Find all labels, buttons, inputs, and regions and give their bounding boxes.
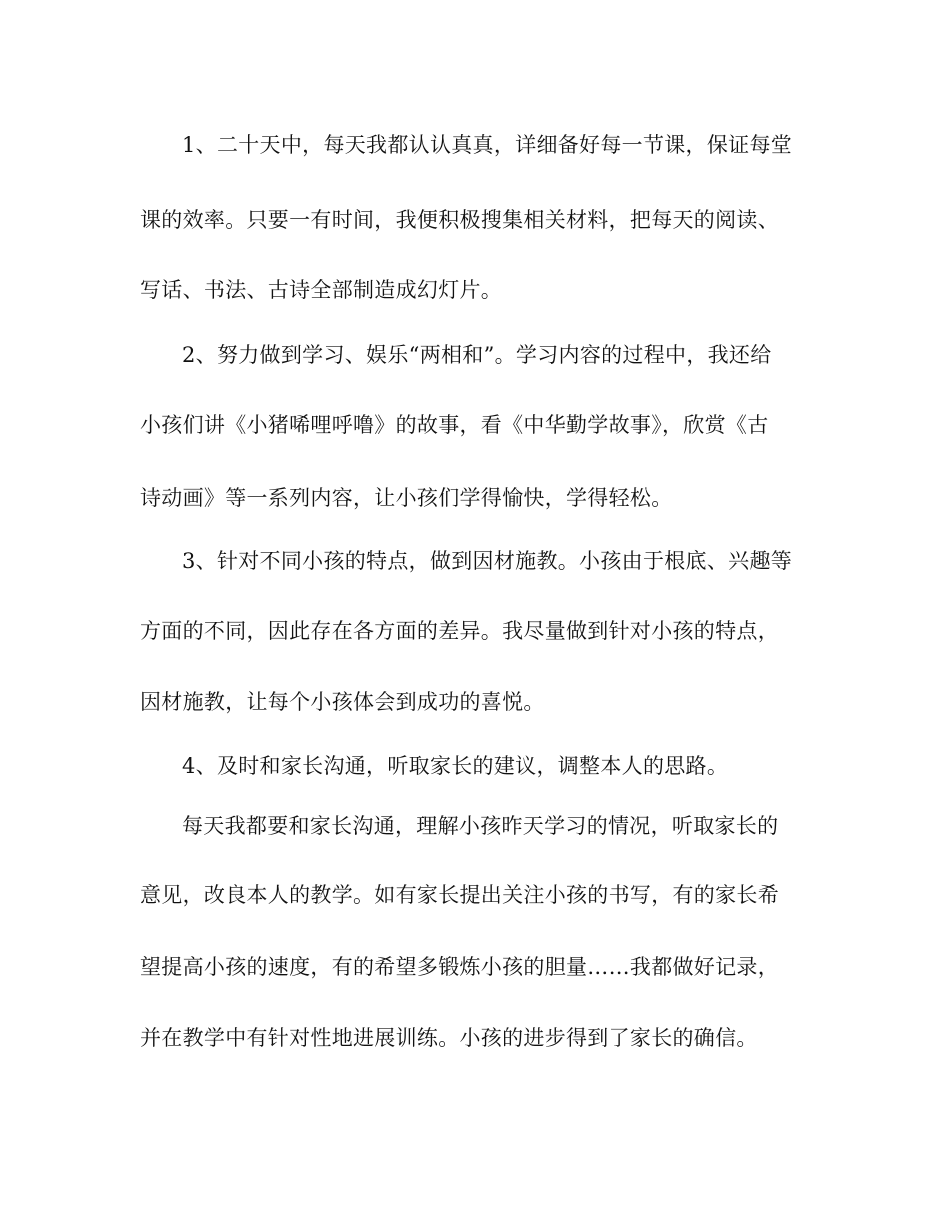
paragraph-1-line-3: 写话、书法、古诗全部制造成幻灯片。 — [140, 278, 503, 302]
paragraph-5-line-2: 意见，改良本人的教学。如有家长提出关注小孩的书写，有的家长希 — [140, 883, 779, 907]
paragraph-2-line-3: 诗动画》等一系列内容，让小孩们学得愉快，学得轻松。 — [140, 486, 673, 510]
paragraph-1-line-2: 课的效率。只要一有时间，我便积极搜集相关材料，把每天的阅读、 — [140, 208, 779, 232]
paragraph-4-line-1: 4、及时和家长沟通，听取家长的建议，调整本人的思路。 — [182, 754, 729, 778]
paragraph-2-line-1: 2、努力做到学习、娱乐“两相和”。学习内容的过程中，我还给 — [182, 343, 772, 367]
paragraph-5-line-4: 并在教学中有针对性地进展训练。小孩的进步得到了家长的确信。 — [140, 1026, 758, 1050]
paragraph-3-line-3: 因材施教，让每个小孩体会到成功的喜悦。 — [140, 690, 545, 714]
paragraph-2-line-2: 小孩们讲《小猪唏哩呼噜》的故事，看《中华勤学故事》，欣赏《古 — [140, 413, 769, 437]
paragraph-1-line-1: 1、二十天中，每天我都认认真真，详细备好每一节课，保证每堂 — [182, 133, 793, 157]
paragraph-5-line-1: 每天我都要和家长沟通，理解小孩昨天学习的情况，听取家长的 — [182, 814, 779, 838]
paragraph-3-line-2: 方面的不同，因此存在各方面的差异。我尽量做到针对小孩的特点， — [140, 619, 779, 643]
paragraph-3-line-1: 3、针对不同小孩的特点，做到因材施教。小孩由于根底、兴趣等 — [182, 549, 793, 573]
paragraph-5-line-3: 望提高小孩的速度，有的希望多锻炼小孩的胆量……我都做好记录， — [140, 955, 779, 979]
